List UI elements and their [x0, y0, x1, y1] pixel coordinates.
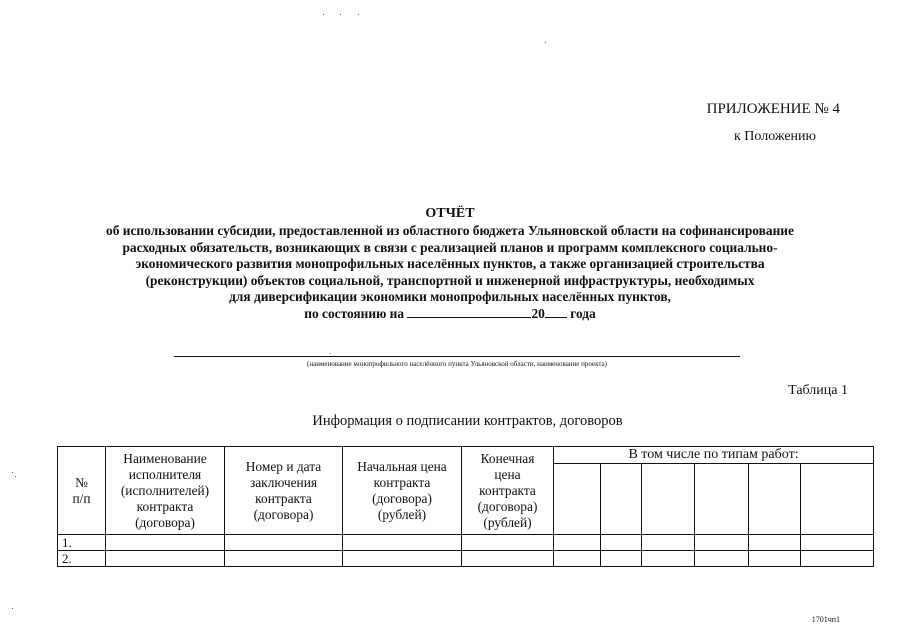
table-cell[interactable]: [601, 551, 642, 567]
table-cell[interactable]: [462, 551, 554, 567]
table-cell[interactable]: [225, 551, 343, 567]
row-number: 2.: [58, 551, 106, 567]
contracts-table: [57, 446, 874, 567]
report-date-suffix: года: [570, 305, 596, 321]
header-contract-number: Номер и дата заключения контракта (договора): [225, 447, 343, 535]
report-description-line: (реконструкции) объектов социальной, транспортной и инженерной инфраструктуры, необходимых: [145, 272, 755, 288]
table-cell[interactable]: [601, 535, 642, 551]
table-row: [58, 535, 874, 551]
table-caption: Информация о подписании контрактов, договоров: [312, 413, 623, 429]
header-work-type-cell: [695, 464, 749, 535]
report-description-line: экономического развития монопрофильных населённых пунктов, а также организацией строительства: [135, 256, 765, 272]
table-cell[interactable]: [642, 551, 695, 567]
table-cell[interactable]: [343, 535, 462, 551]
header-work-types-group: В том числе по типам работ:: [554, 447, 874, 464]
report-description-line: для диверсификации экономики монопрофильных населённых пунктов,: [229, 289, 671, 305]
header-executor: Наименование исполнителя (исполнителей) контракта (договора): [106, 447, 225, 535]
header-work-type-cell: [801, 464, 874, 535]
table-cell[interactable]: [106, 551, 225, 567]
year-blank-field[interactable]: [545, 306, 567, 318]
scan-speck: [15, 476, 16, 477]
report-date-year-prefix: 20: [531, 305, 545, 321]
header-work-type-cell: [642, 464, 695, 535]
table-cell[interactable]: [642, 535, 695, 551]
table-row: [58, 551, 874, 567]
header-final-price: Конечная цена контракта (договора) (рублей): [462, 447, 554, 535]
report-title: ОТЧЁТ: [425, 206, 475, 221]
scan-speck: [12, 608, 13, 609]
table-cell[interactable]: [749, 551, 801, 567]
table-cell[interactable]: [106, 535, 225, 551]
report-date-line: [40, 306, 860, 323]
report-heading: [40, 205, 860, 323]
header-work-type-cell: [601, 464, 642, 535]
page-code: 1701чп1: [811, 615, 840, 624]
table-cell[interactable]: [801, 535, 874, 551]
table-cell[interactable]: [801, 551, 874, 567]
table-label: Таблица 1: [788, 383, 848, 398]
appendix-title: ПРИЛОЖЕНИЕ № 4: [706, 101, 840, 117]
report-description-line: об использовании субсидии, предоставленной из областного бюджета Ульяновской области на софинансирование: [106, 223, 794, 238]
scan-speck: [340, 14, 341, 15]
table-cell[interactable]: [225, 535, 343, 551]
report-date-prefix: по состоянию на: [304, 305, 405, 321]
header-work-type-cell: [749, 464, 801, 535]
header-number: № п/п: [58, 447, 106, 535]
appendix-subtitle: к Положению: [733, 129, 816, 144]
table-cell[interactable]: [749, 535, 801, 551]
header-work-type-cell: [554, 464, 601, 535]
report-description-line: расходных обязательств, возникающих в связи с реализацией планов и программ комплексного социально-: [122, 239, 778, 255]
settlement-name-field[interactable]: [174, 356, 740, 357]
header-initial-price: Начальная цена контракта (договора) (рублей): [343, 447, 462, 535]
scan-speck: [323, 14, 324, 15]
scan-speck: [545, 42, 546, 43]
scan-speck: [330, 353, 331, 354]
settlement-name-caption: (наименование монопрофильного населённого пункта Ульяновской области, наименование проекта): [307, 360, 607, 368]
table-cell[interactable]: [554, 535, 601, 551]
scan-speck: [358, 14, 359, 15]
table-cell[interactable]: [695, 551, 749, 567]
table-header-row: [58, 447, 874, 464]
table-cell[interactable]: [462, 535, 554, 551]
row-number: 1.: [58, 535, 106, 551]
table-cell[interactable]: [695, 535, 749, 551]
scan-speck: [12, 472, 13, 473]
table-cell[interactable]: [343, 551, 462, 567]
date-blank-field[interactable]: [407, 306, 531, 318]
table-cell[interactable]: [554, 551, 601, 567]
